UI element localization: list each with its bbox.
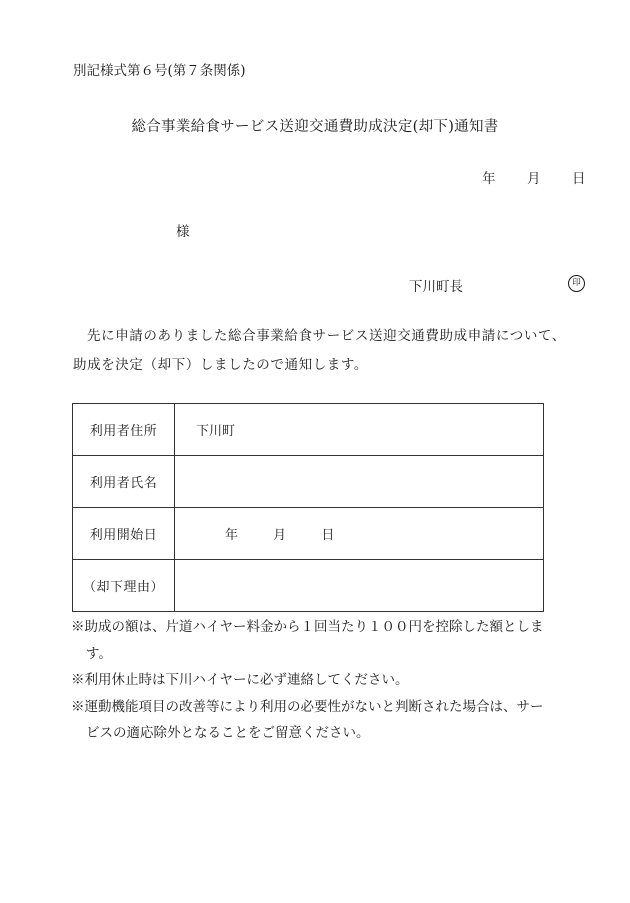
note-line: ビスの適応除外となることをご留意ください。 <box>86 725 370 741</box>
rejection-reason-value <box>175 560 544 612</box>
note-subsidy-amount <box>71 614 601 667</box>
table-row <box>73 560 544 612</box>
document-title: 総合事業給食サービス送迎交通費助成決定(却下)通知書 <box>131 119 499 135</box>
note-line: す。 <box>86 645 112 662</box>
name-label: 利用者氏名 <box>73 456 175 508</box>
table-row <box>73 508 544 560</box>
start-date-year: 年 <box>225 528 239 543</box>
notice-body <box>73 322 593 380</box>
note-line: ※運動機能項目の改善等により利用の必要性がないと判断された場合は、サー <box>71 698 544 715</box>
address-value: 下川町 <box>175 404 544 456</box>
name-value <box>175 456 544 508</box>
table-row <box>73 404 544 456</box>
start-date-month: 月 <box>273 528 287 543</box>
date-day-label: 日 <box>572 171 586 187</box>
note-exclusion <box>71 694 601 747</box>
rejection-reason-label: （却下理由） <box>73 560 175 612</box>
start-date-label: 利用開始日 <box>73 508 175 560</box>
notice-body-line: 助成を決定（却下）しましたので通知します。 <box>73 357 369 373</box>
start-date-value <box>175 508 544 560</box>
start-date-day: 日 <box>321 528 335 543</box>
address-label: 利用者住所 <box>73 404 175 456</box>
seal-icon: 印 <box>568 275 585 292</box>
date-year-label: 年 <box>482 171 496 187</box>
notes-section <box>71 614 601 747</box>
recipient-info-table <box>72 403 544 612</box>
issuer-name: 下川町長 <box>409 279 463 295</box>
form-number: 別記様式第６号(第７条関係) <box>73 63 246 79</box>
note-line: ※助成の額は、片道ハイヤー料金から１回当たり１００円を控除した額としま <box>71 619 544 635</box>
notice-body-line: 先に申請のありました総合事業給食サービス送迎交通費助成申請について、 <box>87 328 566 344</box>
table-row <box>73 456 544 508</box>
date-month-label: 月 <box>527 171 541 187</box>
note-suspension: ※利用休止時は下川ハイヤーに必ず連絡してください。 <box>71 672 409 688</box>
recipient-honorific: 様 <box>176 224 190 240</box>
